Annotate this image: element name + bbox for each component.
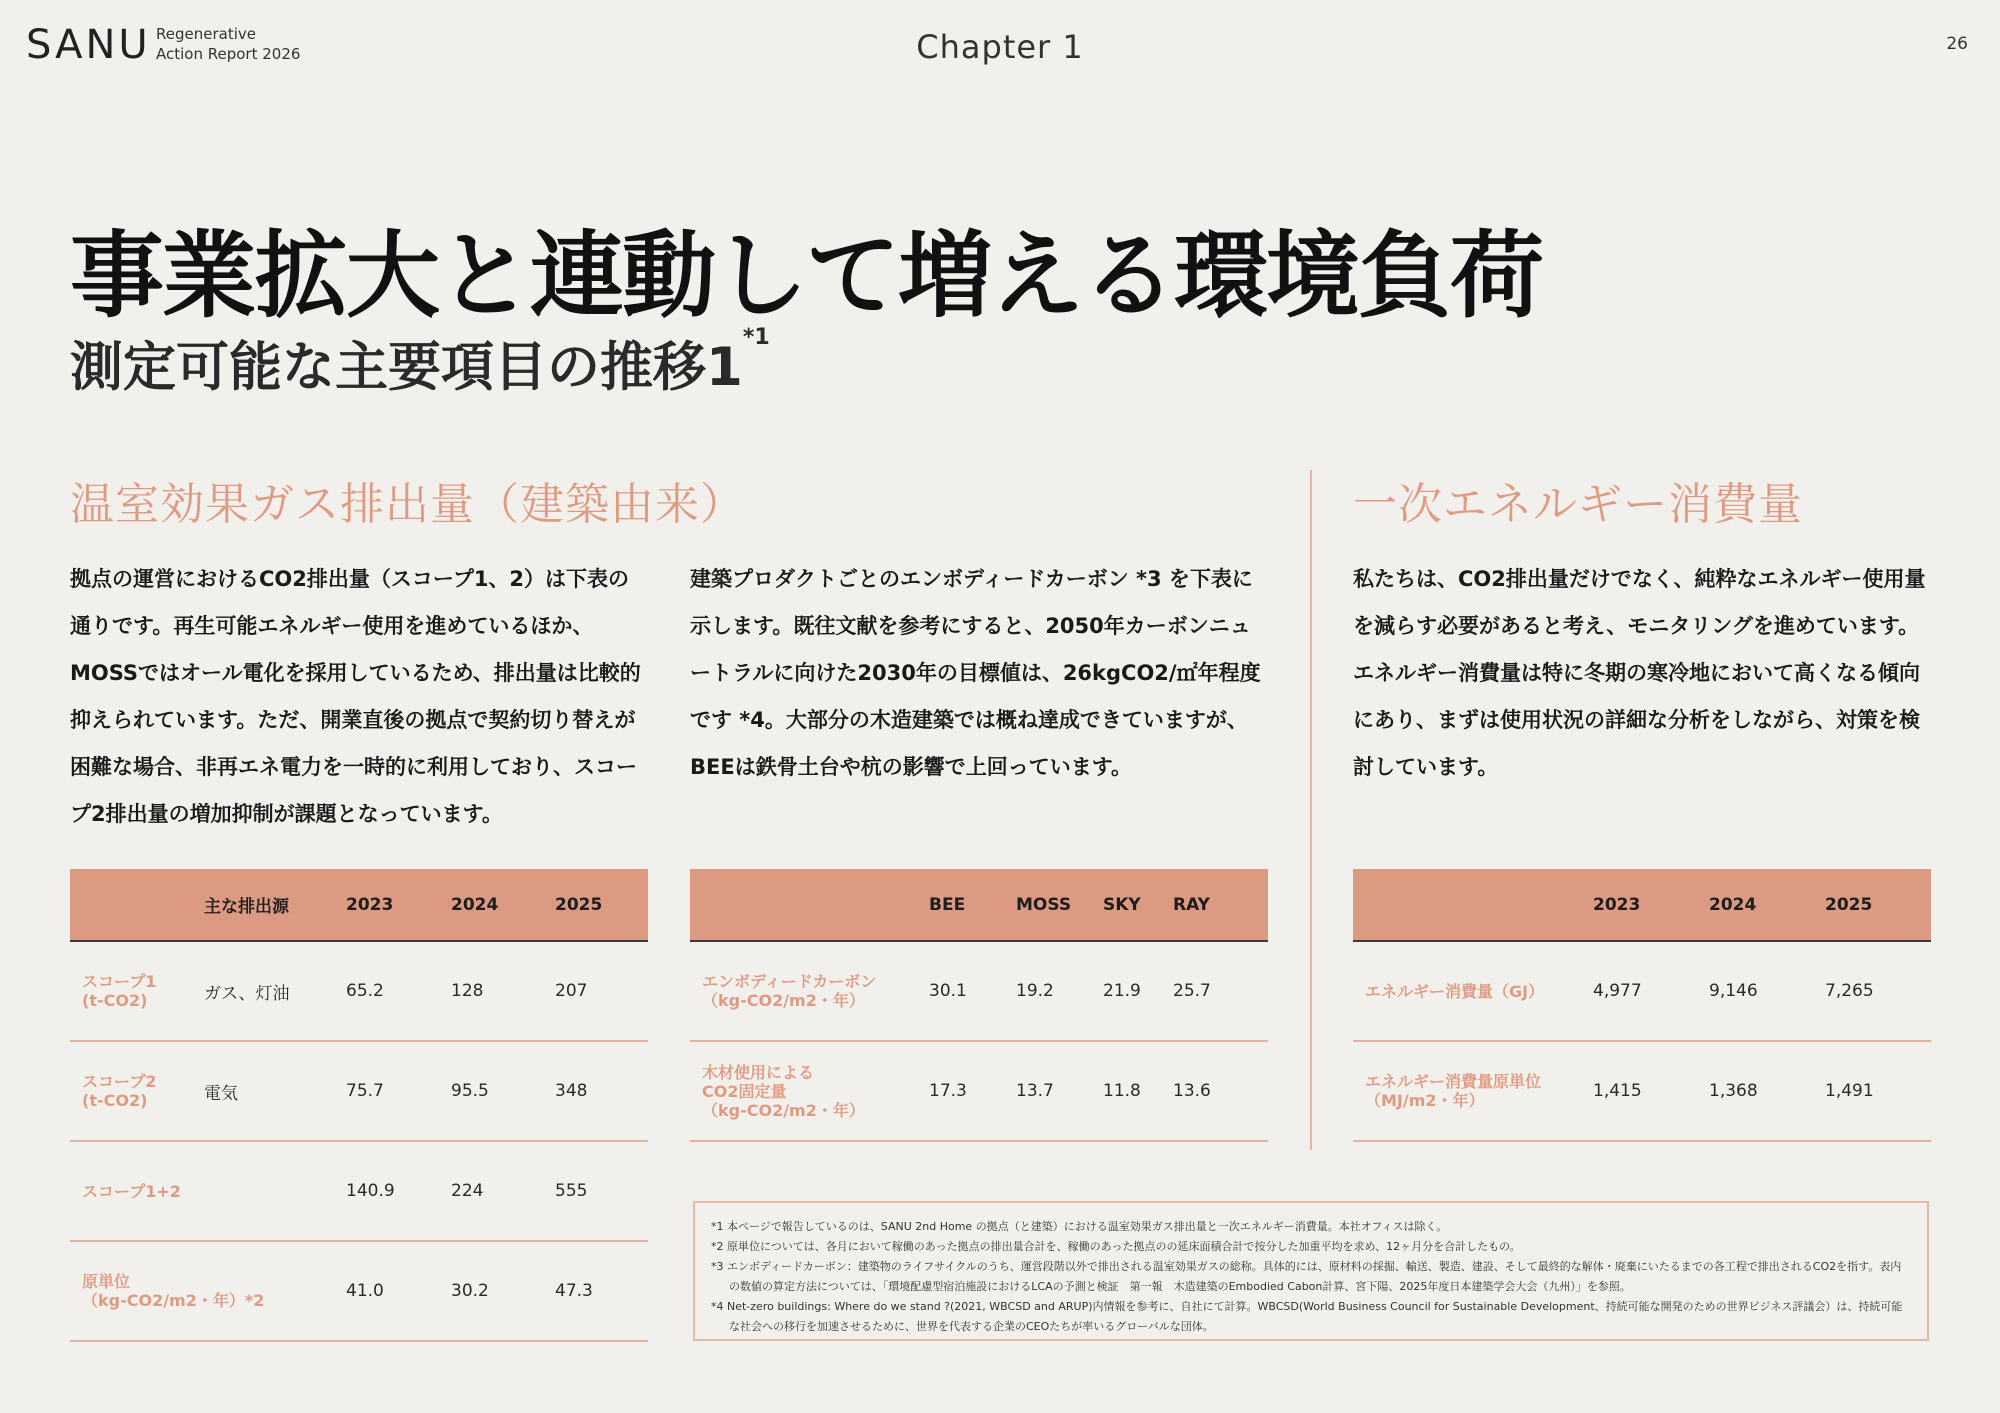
table-row [690,1041,1268,1141]
chapter-label: Chapter 1 [916,28,1084,66]
table-cell: 224 [451,1141,555,1241]
emissions-table [70,869,648,1342]
row-label: 木材使用による CO2固定量 （kg-CO2/m2・年） [690,1041,929,1141]
table-header-cell: BEE [929,869,1016,941]
sanu-logo: SANU [26,22,151,68]
table-cell: 1,491 [1825,1041,1931,1141]
table-header-row [70,869,648,941]
energy-paragraph: 私たちは、CO2排出量だけでなく、純粋なエネルギー使用量を減らす必要があると考え、モニタリングを進めています。エネルギー消費量は特に冬期の寒冷地において高くなる傾向にあり、まずは使用状況の詳細な分析をしながら、対策を検討しています。 [1353,567,1926,779]
table-cell: 17.3 [929,1041,1016,1141]
table-cell: 75.7 [346,1041,451,1141]
footnotes-box [693,1201,1929,1341]
table-row [70,941,648,1041]
table-cell: 555 [555,1141,648,1241]
table-cell: 21.9 [1103,941,1173,1041]
row-label: スコープ1+2 [70,1141,204,1241]
ghg-heading: 温室効果ガス排出量（建築由来） [70,479,745,530]
column-divider [1310,470,1312,1150]
table-row [70,1041,648,1141]
table-row [70,1141,648,1241]
table-cell: 9,146 [1709,941,1825,1041]
table-header-cell: 主な排出源 [204,869,346,941]
table-header-cell: 2024 [451,869,555,941]
footnote: *1 本ページで報告しているのは、SANU 2nd Home の拠点（と建築）における温室効果ガス排出量と一次エネルギー消費量。本社オフィスは除く。 [711,1220,1448,1233]
table-cell: 11.8 [1103,1041,1173,1141]
report-title-line1: Regenerative [156,25,256,43]
ghg-paragraph-2: 建築プロダクトごとのエンボディードカーボン *3 を下表に示します。既往文献を参考にすると、2050年カーボンニュートラルに向けた2030年の目標値は、26kgCO2/㎡年程度です *4。大部分の木造建築では概ね達成できていますが、BEEは鉄骨土台や杭の影響で上回っています。 [690,567,1261,779]
row-label: 原単位 （kg-CO2/m2・年）*2 [70,1241,346,1341]
table-header-row [690,869,1268,941]
table-row [690,941,1268,1041]
row-label: スコープ1 (t-CO2) [70,941,204,1041]
ghg-paragraph-1: 拠点の運営におけるCO2排出量（スコープ1、2）は下表の通りです。再生可能エネルギー使用を進めているほか、MOSSではオール電化を採用しているため、排出量は比較的抑えられています。ただ、開業直後の拠点で契約切り替えが困難な場合、非再エネ電力を一時的に利用しており、スコープ2排出量の増加抑制が課題となっています。 [70,567,641,826]
table-header-cell: 2024 [1709,869,1825,941]
table-header-cell: 2023 [1593,869,1709,941]
energy-heading: 一次エネルギー消費量 [1353,479,1803,530]
table-cell: 65.2 [346,941,451,1041]
table-cell: 7,265 [1825,941,1931,1041]
table-row [70,1241,648,1341]
table-cell: 25.7 [1173,941,1268,1041]
table-cell: ガス、灯油 [204,941,346,1041]
table-cell: 4,977 [1593,941,1709,1041]
page-subtitle [70,325,770,401]
row-label: スコープ2 (t-CO2) [70,1041,204,1141]
footnote: *2 原単位については、各月において稼働のあった拠点の排出量合計を、稼働のあった拠点のの延床面積合計で按分した加重平均を求め、12ヶ月分を合計したもの。 [711,1240,1521,1253]
table-cell: 47.3 [555,1241,648,1341]
footnote: *3 エンボディードカーボン：建築物のライフサイクルのうち、運営段階以外で排出される温室効果ガスの総称。具体的には、原材料の採掘、輸送、製造、建設、そして最終的な解体・廃棄にいたるまでの各工程で排出されるCO2を指す。表内の数値の算定方法については、「環境配慮型宿泊施設におけるLCAの予測と検証 第一報 木造建築のEmbodied Cabon計算、宮下陽、2025年度日本建築学会大会（九州）」を参照。 [711,1260,1902,1293]
page-number: 26 [1946,34,1968,54]
subtitle-footnote-mark: *1 [742,325,770,350]
table-row [1353,941,1931,1041]
table-header-row [1353,869,1931,941]
table-cell: 30.2 [451,1241,555,1341]
table-header-cell: RAY [1173,869,1268,941]
table-header-cell: 2025 [1825,869,1931,941]
row-label: エンボディードカーボン （kg-CO2/m2・年） [690,941,929,1041]
table-header-cell: SKY [1103,869,1173,941]
table-header-cell: MOSS [1016,869,1103,941]
table-cell: 207 [555,941,648,1041]
row-label: エネルギー消費量（GJ） [1353,941,1593,1041]
table-cell: 19.2 [1016,941,1103,1041]
footnote: *4 Net-zero buildings: Where do we stand ?(2021, WBCSD and ARUP)内情報を参考に、自社にて計算。WBCSD(World Business Council for Sustainable Development、持続可能な開発のための世界ビジネス評議会）は、持続可能な社会への移行を加速させるために、世界を代表する企業のCEOたちが率いるグローバルな団体。 [711,1300,1903,1333]
table-cell: 95.5 [451,1041,555,1141]
page-title: 事業拡大と連動して増える環境負荷 [70,222,1543,331]
energy-table [1353,869,1931,1142]
table-header-cell [1353,869,1593,941]
embodied-carbon-table [690,869,1268,1142]
table-cell: 128 [451,941,555,1041]
table-cell: 電気 [204,1041,346,1141]
row-label: エネルギー消費量原単位 （MJ/m2・年） [1353,1041,1593,1141]
table-cell: 348 [555,1041,648,1141]
table-header-cell: 2023 [346,869,451,941]
report-title-line2: Action Report 2026 [156,45,301,63]
table-cell: 13.6 [1173,1041,1268,1141]
table-cell: 1,415 [1593,1041,1709,1141]
table-cell: 140.9 [346,1141,451,1241]
subtitle-text: 測定可能な主要項目の推移1 [70,337,743,398]
table-cell: 30.1 [929,941,1016,1041]
table-header-cell [70,869,204,941]
table-cell: 13.7 [1016,1041,1103,1141]
table-cell: 41.0 [346,1241,451,1341]
table-header-cell: 2025 [555,869,648,941]
table-header-cell [690,869,929,941]
table-row [1353,1041,1931,1141]
table-cell [204,1141,346,1241]
table-cell: 1,368 [1709,1041,1825,1141]
